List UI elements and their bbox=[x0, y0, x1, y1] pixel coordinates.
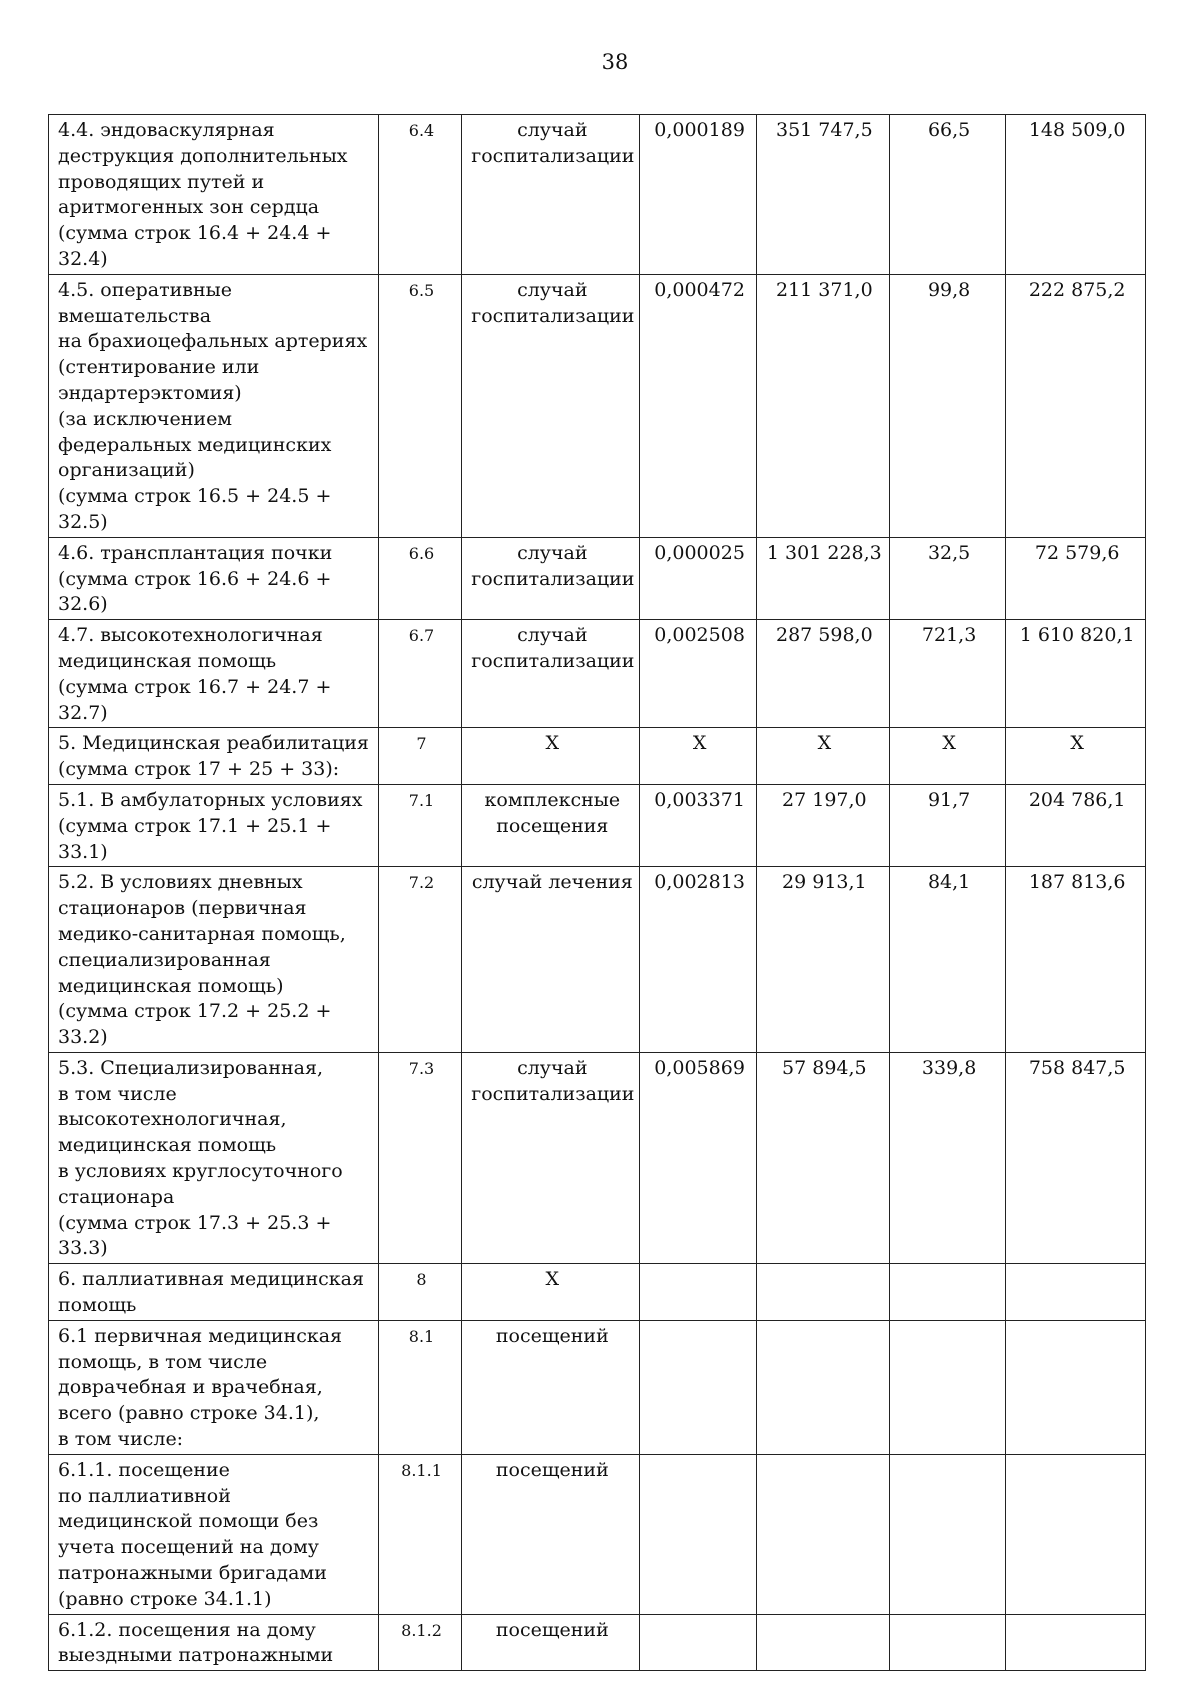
row-unit-cell: случай госпитализации bbox=[462, 115, 640, 275]
row-unit-cell: комплексные посещения bbox=[462, 784, 640, 866]
row-value-1-cell bbox=[640, 1320, 757, 1454]
row-number-cell: 6.4 bbox=[378, 115, 462, 275]
row-unit-cell: случай госпитализации bbox=[462, 1052, 640, 1263]
row-value-2-cell: 287 598,0 bbox=[756, 620, 889, 728]
row-number-cell: 6.5 bbox=[378, 274, 462, 537]
row-name-cell: 5.1. В амбулаторных условиях (сумма строк 17.1 + 25.1 + 33.1) bbox=[49, 784, 379, 866]
row-value-2-cell: 57 894,5 bbox=[756, 1052, 889, 1263]
row-value-3-cell bbox=[889, 1264, 1006, 1321]
row-value-4-cell bbox=[1006, 1614, 1146, 1671]
page-number: 38 bbox=[601, 50, 629, 74]
row-value-1-cell: 0,002508 bbox=[640, 620, 757, 728]
row-value-2-cell: 1 301 228,3 bbox=[756, 537, 889, 619]
row-name-cell: 4.7. высокотехнологичная медицинская помощь (сумма строк 16.7 + 24.7 + 32.7) bbox=[49, 620, 379, 728]
row-value-1-cell bbox=[640, 1454, 757, 1614]
row-name-cell: 5.3. Специализированная, в том числе высокотехнологичная, медицинская помощь в условиях круглосуточного стационара (сумма строк 17.3 + 25.3 + 33.3) bbox=[49, 1052, 379, 1263]
row-value-4-cell: 204 786,1 bbox=[1006, 784, 1146, 866]
table-row bbox=[49, 867, 1146, 1053]
row-value-4-cell: 222 875,2 bbox=[1006, 274, 1146, 537]
row-number-cell: 8.1.2 bbox=[378, 1614, 462, 1671]
row-number-cell: 7.2 bbox=[378, 867, 462, 1053]
row-value-2-cell bbox=[756, 1320, 889, 1454]
row-name-cell: 6.1.1. посещение по паллиативной медицинской помощи без учета посещений на дому патронажными бригадами (равно строке 34.1.1) bbox=[49, 1454, 379, 1614]
row-value-2-cell: 351 747,5 bbox=[756, 115, 889, 275]
row-unit-cell: посещений bbox=[462, 1614, 640, 1671]
row-value-1-cell: Х bbox=[640, 728, 757, 785]
row-value-4-cell bbox=[1006, 1264, 1146, 1321]
table-row bbox=[49, 537, 1146, 619]
row-value-3-cell: Х bbox=[889, 728, 1006, 785]
row-value-3-cell: 66,5 bbox=[889, 115, 1006, 275]
table-row bbox=[49, 1264, 1146, 1321]
row-value-1-cell: 0,005869 bbox=[640, 1052, 757, 1263]
table-row bbox=[49, 728, 1146, 785]
table-row bbox=[49, 1454, 1146, 1614]
table-row bbox=[49, 620, 1146, 728]
row-value-3-cell: 339,8 bbox=[889, 1052, 1006, 1263]
row-number-cell: 6.7 bbox=[378, 620, 462, 728]
row-value-3-cell: 721,3 bbox=[889, 620, 1006, 728]
row-unit-cell: случай госпитализации bbox=[462, 274, 640, 537]
row-unit-cell: посещений bbox=[462, 1320, 640, 1454]
row-value-1-cell: 0,000472 bbox=[640, 274, 757, 537]
row-value-4-cell bbox=[1006, 1320, 1146, 1454]
row-number-cell: 7.1 bbox=[378, 784, 462, 866]
row-name-cell: 4.4. эндоваскулярная деструкция дополнительных проводящих путей и аритмогенных зон сердца (сумма строк 16.4 + 24.4 + 32.4) bbox=[49, 115, 379, 275]
row-name-cell: 4.5. оперативные вмешательства на брахиоцефальных артериях (стентирование или эндартерэктомия) (за исключением федеральных медицинских организаций) (сумма строк 16.5 + 24.5 + 32.5) bbox=[49, 274, 379, 537]
row-value-4-cell: 187 813,6 bbox=[1006, 867, 1146, 1053]
row-value-1-cell bbox=[640, 1264, 757, 1321]
row-value-3-cell: 84,1 bbox=[889, 867, 1006, 1053]
table-row bbox=[49, 784, 1146, 866]
row-name-cell: 5.2. В условиях дневных стационаров (первичная медико-санитарная помощь, специализированная медицинская помощь) (сумма строк 17.2 + 25.2 + 33.2) bbox=[49, 867, 379, 1053]
row-value-4-cell: 72 579,6 bbox=[1006, 537, 1146, 619]
row-value-3-cell: 99,8 bbox=[889, 274, 1006, 537]
row-value-1-cell: 0,000189 bbox=[640, 115, 757, 275]
row-value-1-cell: 0,003371 bbox=[640, 784, 757, 866]
row-value-3-cell: 91,7 bbox=[889, 784, 1006, 866]
row-value-2-cell: Х bbox=[756, 728, 889, 785]
row-value-4-cell: 1 610 820,1 bbox=[1006, 620, 1146, 728]
row-number-cell: 8 bbox=[378, 1264, 462, 1321]
table-row bbox=[49, 1614, 1146, 1671]
row-unit-cell: Х bbox=[462, 728, 640, 785]
row-number-cell: 7.3 bbox=[378, 1052, 462, 1263]
row-value-1-cell: 0,000025 bbox=[640, 537, 757, 619]
row-value-2-cell: 211 371,0 bbox=[756, 274, 889, 537]
row-number-cell: 7 bbox=[378, 728, 462, 785]
document-table bbox=[48, 114, 1146, 1671]
row-name-cell: 6.1 первичная медицинская помощь, в том числе доврачебная и врачебная, всего (равно строке 34.1), в том числе: bbox=[49, 1320, 379, 1454]
row-name-cell: 5. Медицинская реабилитация (сумма строк 17 + 25 + 33): bbox=[49, 728, 379, 785]
table-row bbox=[49, 115, 1146, 275]
row-value-2-cell: 27 197,0 bbox=[756, 784, 889, 866]
row-value-1-cell bbox=[640, 1614, 757, 1671]
table-row bbox=[49, 274, 1146, 537]
row-unit-cell: посещений bbox=[462, 1454, 640, 1614]
row-value-3-cell bbox=[889, 1320, 1006, 1454]
row-value-2-cell bbox=[756, 1614, 889, 1671]
row-name-cell: 6. паллиативная медицинская помощь bbox=[49, 1264, 379, 1321]
row-name-cell: 6.1.2. посещения на дому выездными патронажными bbox=[49, 1614, 379, 1671]
row-number-cell: 8.1 bbox=[378, 1320, 462, 1454]
row-value-2-cell: 29 913,1 bbox=[756, 867, 889, 1053]
row-value-4-cell: Х bbox=[1006, 728, 1146, 785]
row-unit-cell: Х bbox=[462, 1264, 640, 1321]
row-unit-cell: случай лечения bbox=[462, 867, 640, 1053]
row-value-3-cell: 32,5 bbox=[889, 537, 1006, 619]
row-number-cell: 6.6 bbox=[378, 537, 462, 619]
row-value-4-cell bbox=[1006, 1454, 1146, 1614]
row-value-2-cell bbox=[756, 1264, 889, 1321]
row-value-4-cell: 758 847,5 bbox=[1006, 1052, 1146, 1263]
table-row bbox=[49, 1052, 1146, 1263]
row-unit-cell: случай госпитализации bbox=[462, 537, 640, 619]
row-value-4-cell: 148 509,0 bbox=[1006, 115, 1146, 275]
row-name-cell: 4.6. трансплантация почки (сумма строк 16.6 + 24.6 + 32.6) bbox=[49, 537, 379, 619]
row-value-1-cell: 0,002813 bbox=[640, 867, 757, 1053]
row-unit-cell: случай госпитализации bbox=[462, 620, 640, 728]
row-number-cell: 8.1.1 bbox=[378, 1454, 462, 1614]
row-value-3-cell bbox=[889, 1614, 1006, 1671]
row-value-2-cell bbox=[756, 1454, 889, 1614]
table-row bbox=[49, 1320, 1146, 1454]
table-body bbox=[49, 115, 1146, 1671]
row-value-3-cell bbox=[889, 1454, 1006, 1614]
